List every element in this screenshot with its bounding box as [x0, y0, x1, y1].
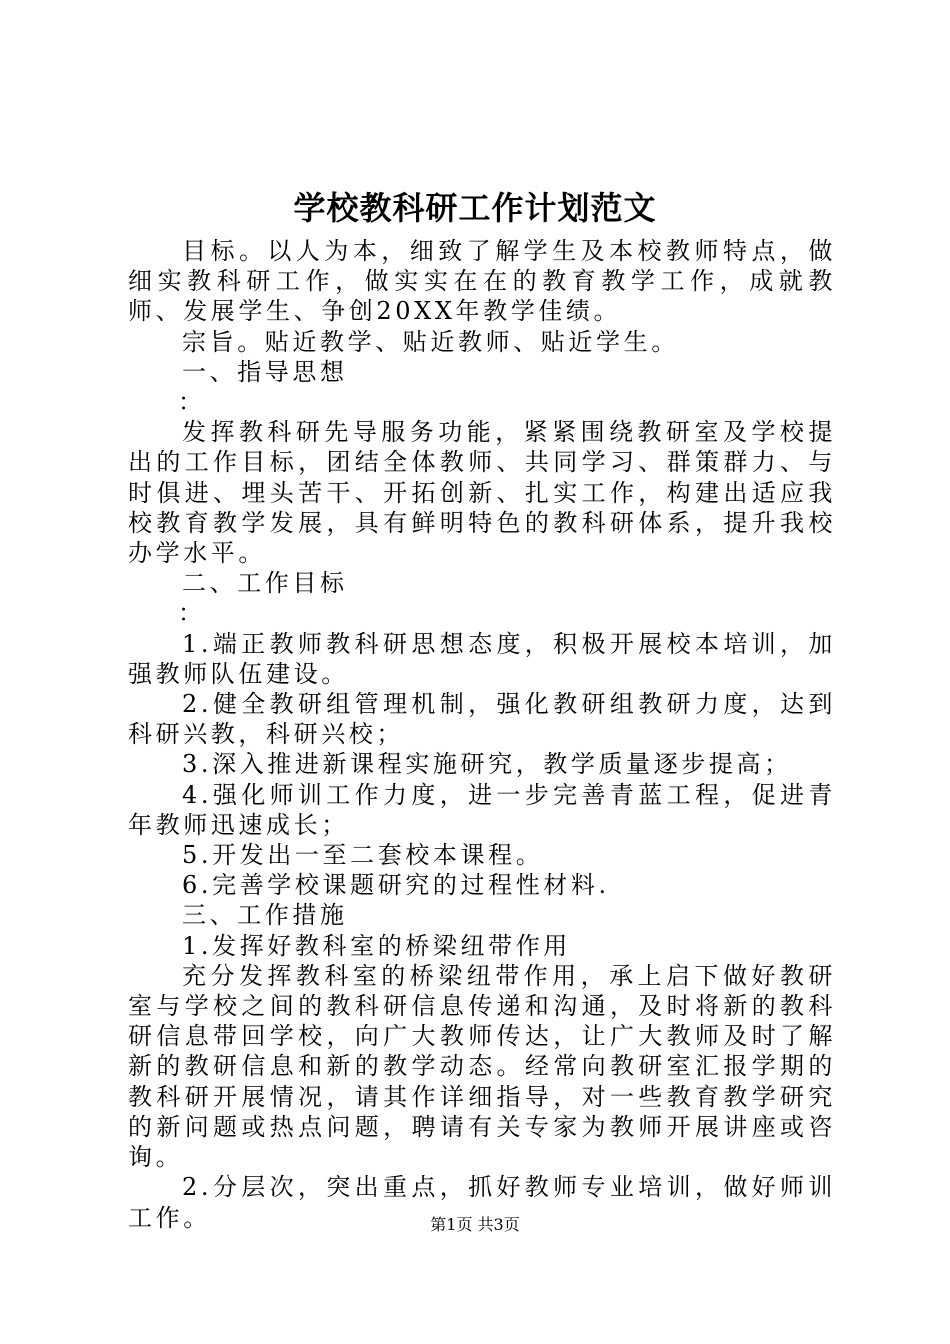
list-item: 2.健全教研组管理机制，强化教研组教研力度，达到科研兴教，科研兴校；: [128, 690, 836, 749]
list-item: 5.开发出一至二套校本课程。: [182, 841, 544, 870]
list-item: 1.端正教师教科研思想态度，积极开展校本培训，加强教师队伍建设。: [128, 629, 836, 688]
paragraph: 目标。以人为本，细致了解学生及本校教师特点，做细实教科研工作，做实实在在的教育教学工作，成就教师、发展学生、争创20XX年教学佳绩。: [128, 237, 836, 326]
list-item: 6.完善学校课题研究的过程性材料.: [182, 871, 610, 900]
paragraph: 发挥教科研先导服务功能，紧紧围绕教研室及学校提出的工作目标，团结全体教师、共同学习、群策群力、与时俱进、埋头苦干、开拓创新、扎实工作，构建出适应我校教育教学发展，具有鲜明特色的教科研体系，提升我校办学水平。: [128, 418, 836, 568]
section-heading: 二、工作目标: [182, 569, 348, 598]
colon-line: ：: [178, 388, 202, 417]
subsection-heading: 1.发挥好教科室的桥梁纽带作用: [182, 931, 571, 960]
list-item: 3.深入推进新课程实施研究，教学质量逐步提高；: [182, 750, 792, 779]
subsection-heading: 2.分层次，突出重点，抓好教师专业培训，做好师训工作。: [128, 1173, 836, 1232]
section-heading: 三、工作措施: [182, 901, 348, 930]
document-body: [128, 236, 836, 1233]
paragraph: 充分发挥教科室的桥梁纽带作用，承上启下做好教研室与学校之间的教科研信息传递和沟通，及时将新的教科研信息带回学校，向广大教师传达，让广大教师及时了解新的教研信息和新的教学动态。经常向教研室汇报学期的教科研开展情况，请其作详细指导，对一些教育教学研究的新问题或热点问题，聘请有关专家为教师开展讲座或咨询。: [128, 961, 836, 1172]
document-title: 学校教科研工作计划范文: [293, 189, 657, 227]
colon-line: ：: [178, 599, 202, 628]
page-footer: 第1页 共3页: [430, 1215, 520, 1234]
section-heading: 一、指导思想: [182, 357, 348, 386]
list-item: 4.强化师训工作力度，进一步完善青蓝工程，促进青年教师迅速成长；: [128, 780, 836, 839]
paragraph: 宗旨。贴近教学、贴近教师、贴近学生。: [182, 327, 679, 356]
